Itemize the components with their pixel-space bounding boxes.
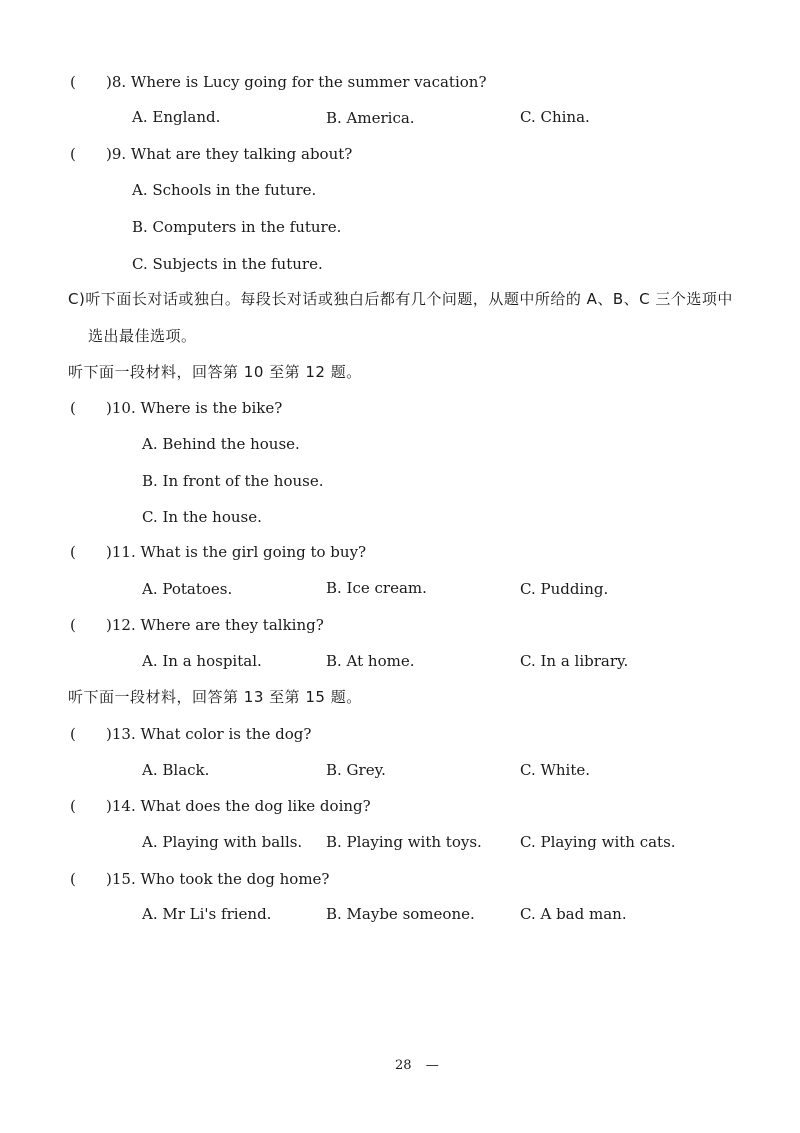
answer-paren[interactable]: (: [70, 797, 76, 815]
option-a: A. Black.: [142, 761, 210, 779]
option-c: C. In the house.: [142, 508, 262, 526]
answer-paren[interactable]: (: [70, 616, 76, 634]
option-a: A. Schools in the future.: [132, 181, 317, 199]
page-number-value: 28: [395, 1058, 412, 1073]
option-c: C. Subjects in the future.: [132, 255, 323, 273]
answer-paren[interactable]: (: [70, 870, 76, 888]
question-stem: )8. Where is Lucy going for the summer vacation?: [106, 73, 487, 91]
answer-paren[interactable]: (: [70, 145, 76, 163]
listening-instruction-2: 听下面一段材料，回答第 13 至第 15 题。: [68, 688, 362, 706]
question-stem: )10. Where is the bike?: [106, 399, 283, 417]
answer-paren[interactable]: (: [70, 399, 76, 417]
option-a: A. Mr Li's friend.: [142, 905, 272, 923]
option-c: C. White.: [520, 761, 591, 779]
option-c: C. China.: [520, 108, 590, 126]
question-stem: )9. What are they talking about?: [106, 145, 353, 163]
option-c: C. Playing with cats.: [520, 833, 676, 851]
section-c-instruction: C)听下面长对话或独白。每段长对话或独白后都有几个问题，从题中所给的 A、B、C 三个选项中: [68, 290, 733, 308]
listening-instruction-1: 听下面一段材料，回答第 10 至第 12 题。: [68, 363, 362, 381]
section-c-instruction-cont: 选出最佳选项。: [88, 327, 197, 345]
answer-paren[interactable]: (: [70, 543, 76, 561]
option-b: B. America.: [326, 109, 415, 127]
answer-paren[interactable]: (: [70, 725, 76, 743]
option-b: B. Grey.: [326, 761, 386, 779]
option-a: A. Potatoes.: [142, 580, 233, 598]
answer-paren[interactable]: (: [70, 73, 76, 91]
option-b: B. At home.: [326, 652, 415, 670]
option-b: B. In front of the house.: [142, 472, 324, 490]
option-b: B. Computers in the future.: [132, 218, 342, 236]
option-a: A. England.: [132, 108, 221, 126]
option-a: A. In a hospital.: [142, 652, 262, 670]
question-stem: )13. What color is the dog?: [106, 725, 312, 743]
option-b: B. Maybe someone.: [326, 905, 475, 923]
option-c: C. In a library.: [520, 652, 629, 670]
option-c: C. Pudding.: [520, 580, 609, 598]
option-b: B. Playing with toys.: [326, 833, 482, 851]
page-number-dash: —: [425, 1058, 439, 1073]
page-number: [395, 1057, 439, 1075]
option-c: C. A bad man.: [520, 905, 627, 923]
question-stem: )14. What does the dog like doing?: [106, 797, 371, 815]
option-b: B. Ice cream.: [326, 579, 427, 597]
question-stem: )15. Who took the dog home?: [106, 870, 330, 888]
question-stem: )11. What is the girl going to buy?: [106, 543, 367, 561]
question-stem: )12. Where are they talking?: [106, 616, 324, 634]
option-a: A. Behind the house.: [142, 435, 300, 453]
option-a: A. Playing with balls.: [142, 833, 303, 851]
